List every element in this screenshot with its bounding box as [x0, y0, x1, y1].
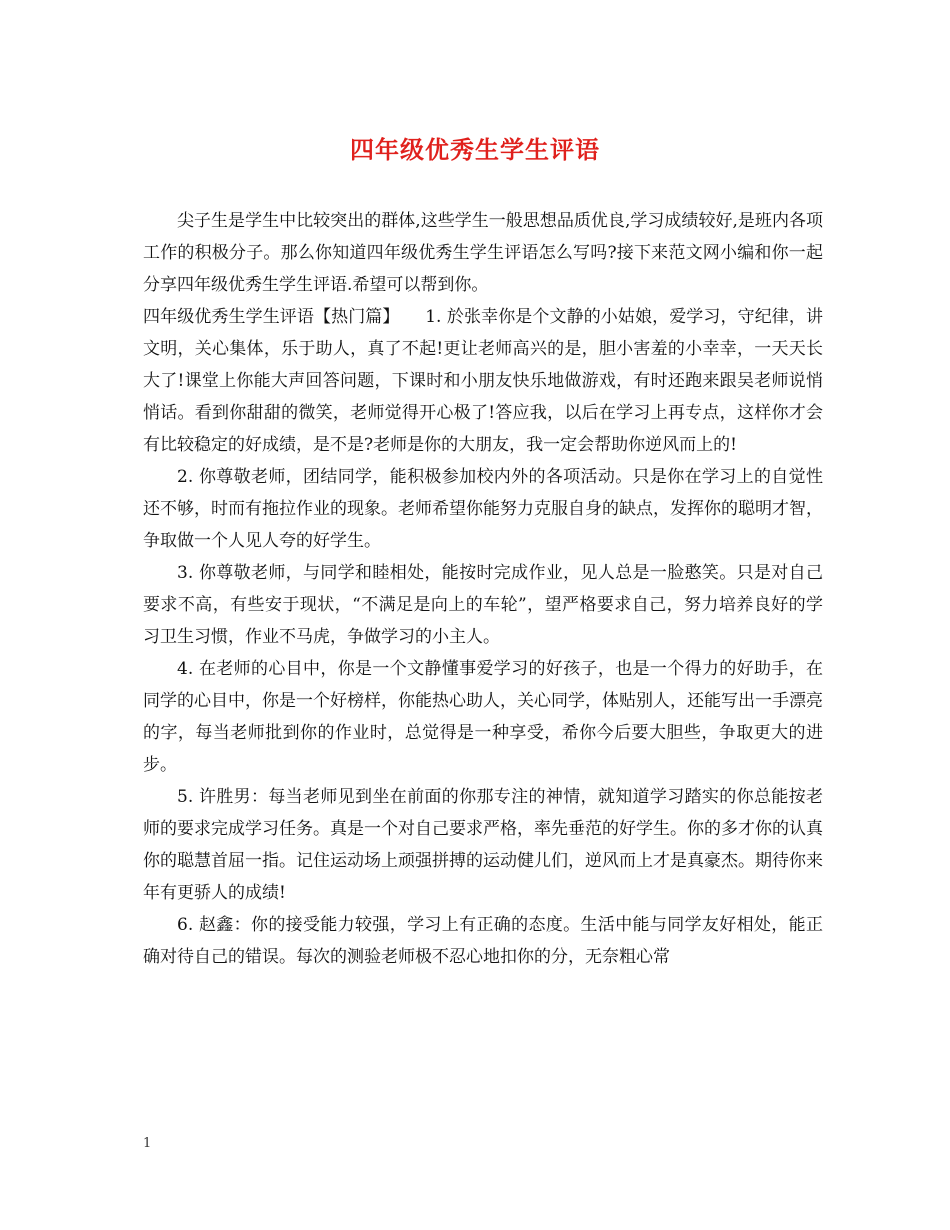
comment-item-3: 3. 你尊敬老师，与同学和睦相处，能按时完成作业，见人总是一脸憨笑。只是对自己要求不高，有些安于现状，“不满足是向上的车轮”，望严格要求自己，努力培养良好的学习卫生习惯，作业不马虎，争做学习的小主人。 [143, 563, 823, 647]
comment-item-2: 2. 你尊敬老师，团结同学，能积极参加校内外的各项活动。只是你在学习上的自觉性还不够，时而有拖拉作业的现象。老师希望你能努力克服自身的缺点，发挥你的聪明才智，争取做一个人见人夸的好学生。 [143, 467, 823, 551]
page-number: 1 [143, 1136, 152, 1151]
section-heading-item-1: 四年级优秀生学生评语【热门篇】 1. 於张幸你是个文静的小姑娘，爱学习，守纪律，讲文明，关心集体，乐于助人，真了不起!更让老师高兴的是，胆小害羞的小幸幸，一天天长大了!课堂上你能大声回答问题，下课时和小朋友快乐地做游戏，有时还跑来跟吴老师说悄悄话。看到你甜甜的微笑，老师觉得开心极了!答应我，以后在学习上再专点，这样你才会有比较稳定的好成绩，是不是?老师是你的大朋友，我一定会帮助你逆风而上的! [143, 307, 823, 455]
comment-item-5: 5. 许胜男：每当老师见到坐在前面的你那专注的神情，就知道学习踏实的你总能按老师的要求完成学习任务。真是一个对自己要求严格，率先垂范的好学生。你的多才你的认真你的聪慧首屈一指。记住运动场上顽强拼搏的运动健儿们，逆风而上才是真豪杰。期待你来年有更骄人的成绩! [143, 787, 823, 903]
document-title: 四年级优秀生学生评语 [350, 136, 600, 164]
document-body [143, 205, 823, 973]
intro-paragraph: 尖子生是学生中比较突出的群体,这些学生一般思想品质优良,学习成绩较好,是班内各项工作的积极分子。那么你知道四年级优秀生学生评语怎么写吗?接下来范文网小编和你一起分享四年级优秀生学生评语.希望可以帮到你。 [143, 211, 823, 295]
comment-item-4: 4. 在老师的心目中，你是一个文静懂事爱学习的好孩子，也是一个得力的好助手，在同学的心目中，你是一个好榜样，你能热心助人，关心同学，体贴别人，还能写出一手漂亮的字，每当老师批到你的作业时，总觉得是一种享受，希你今后要大胆些，争取更大的进步。 [143, 659, 823, 775]
comment-item-6: 6. 赵鑫：你的接受能力较强，学习上有正确的态度。生活中能与同学友好相处，能正确对待自己的错误。每次的测验老师极不忍心地扣你的分，无奈粗心常 [143, 915, 823, 967]
